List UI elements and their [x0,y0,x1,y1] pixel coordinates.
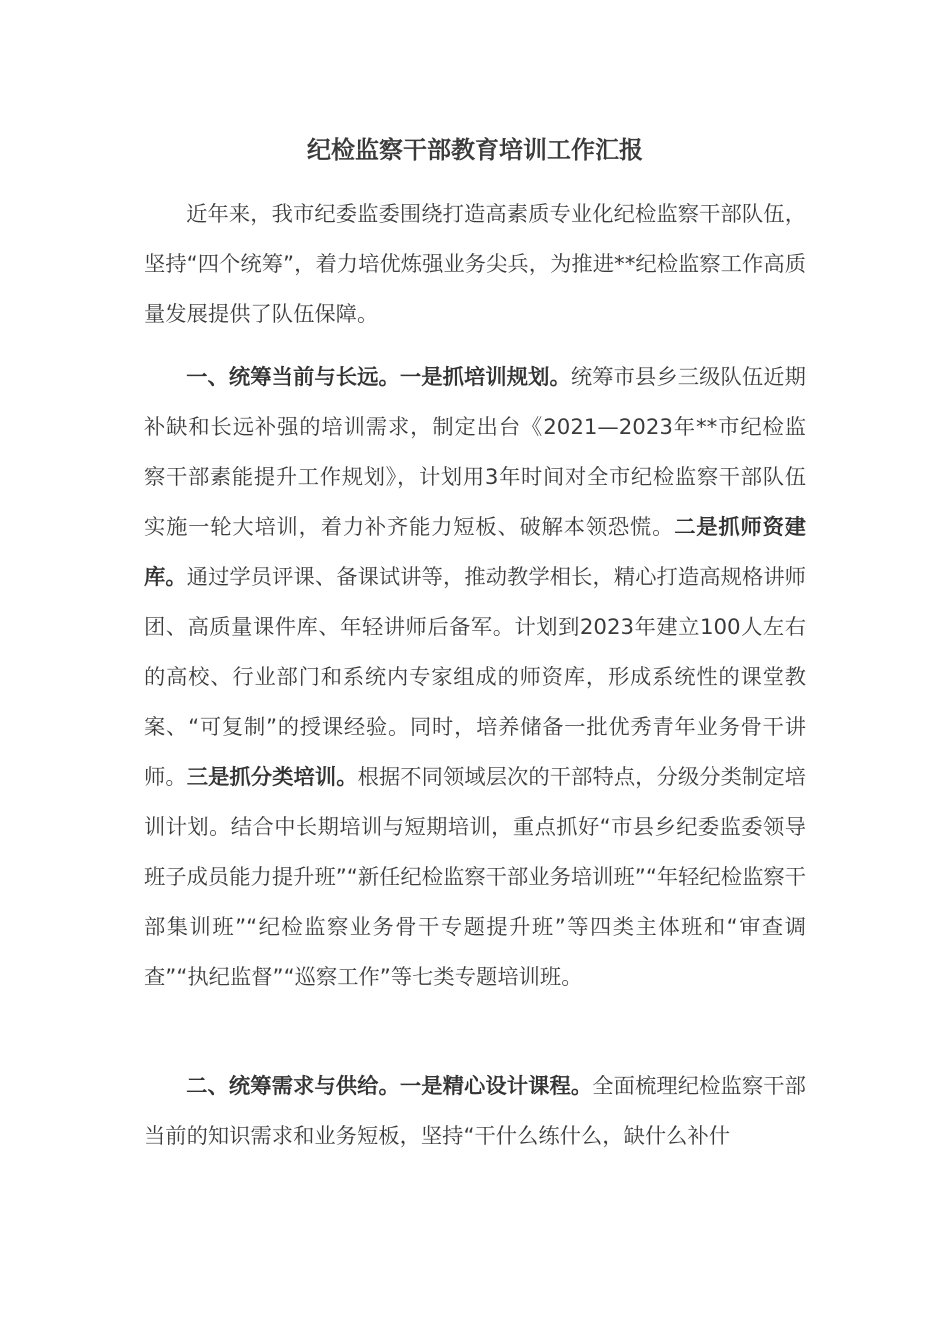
section-one-heading: 一、统筹当前与长远。 [186,365,400,390]
section-two-point-one-text: 全面梳理纪检监察干部当前的知识需求和业务短板，坚持“干什么练什么，缺什么补什 [144,1074,806,1149]
section-two-heading: 二、统筹需求与供给。 [186,1074,400,1099]
section-two-paragraph [144,1062,806,1162]
point-one-heading: 一是抓培训规划。 [399,365,571,390]
point-one-text: 统筹市县乡三级队伍近期补缺和长远补强的培训需求，制定出台《2021—2023年**市纪检监察干部素能提升工作规划》，计划用3年时间对全市纪检监察干部队伍实施一轮大培训，着力补齐能力短板、破解本领恐慌。 [144,365,806,540]
section-one-paragraph [144,353,806,1003]
point-two-heading: 二是抓师资建库。 [144,515,806,590]
intro-text: 近年来，我市纪委监委围绕打造高素质专业化纪检监察干部队伍，坚持“四个统筹”，着力培优炼强业务尖兵，为推进**纪检监察工作高质量发展提供了队伍保障。 [144,202,806,327]
intro-paragraph [144,190,806,340]
section-two-point-one-heading: 一是精心设计课程。 [399,1074,593,1099]
document-title: 纪检监察干部教育培训工作汇报 [307,136,643,164]
point-three-heading: 三是抓分类培训。 [186,765,358,790]
point-three-text: 根据不同领域层次的干部特点，分级分类制定培训计划。结合中长期培训与短期培训，重点抓好“市县乡纪委监委领导班子成员能力提升班”“新任纪检监察干部业务培训班”“年轻纪检监察干部集训班”“纪检监察业务骨干专题提升班”等四类主体班和“审查调查”“执纪监督”“巡察工作”等七类专题培训班。 [144,765,806,990]
point-two-text: 通过学员评课、备课试讲等，推动教学相长，精心打造高规格讲师团、高质量课件库、年轻讲师后备军。计划到2023年建立100人左右的高校、行业部门和系统内专家组成的师资库，形成系统性的课堂教案、“可复制”的授课经验。同时，培养储备一批优秀青年业务骨干讲师。 [144,565,806,790]
